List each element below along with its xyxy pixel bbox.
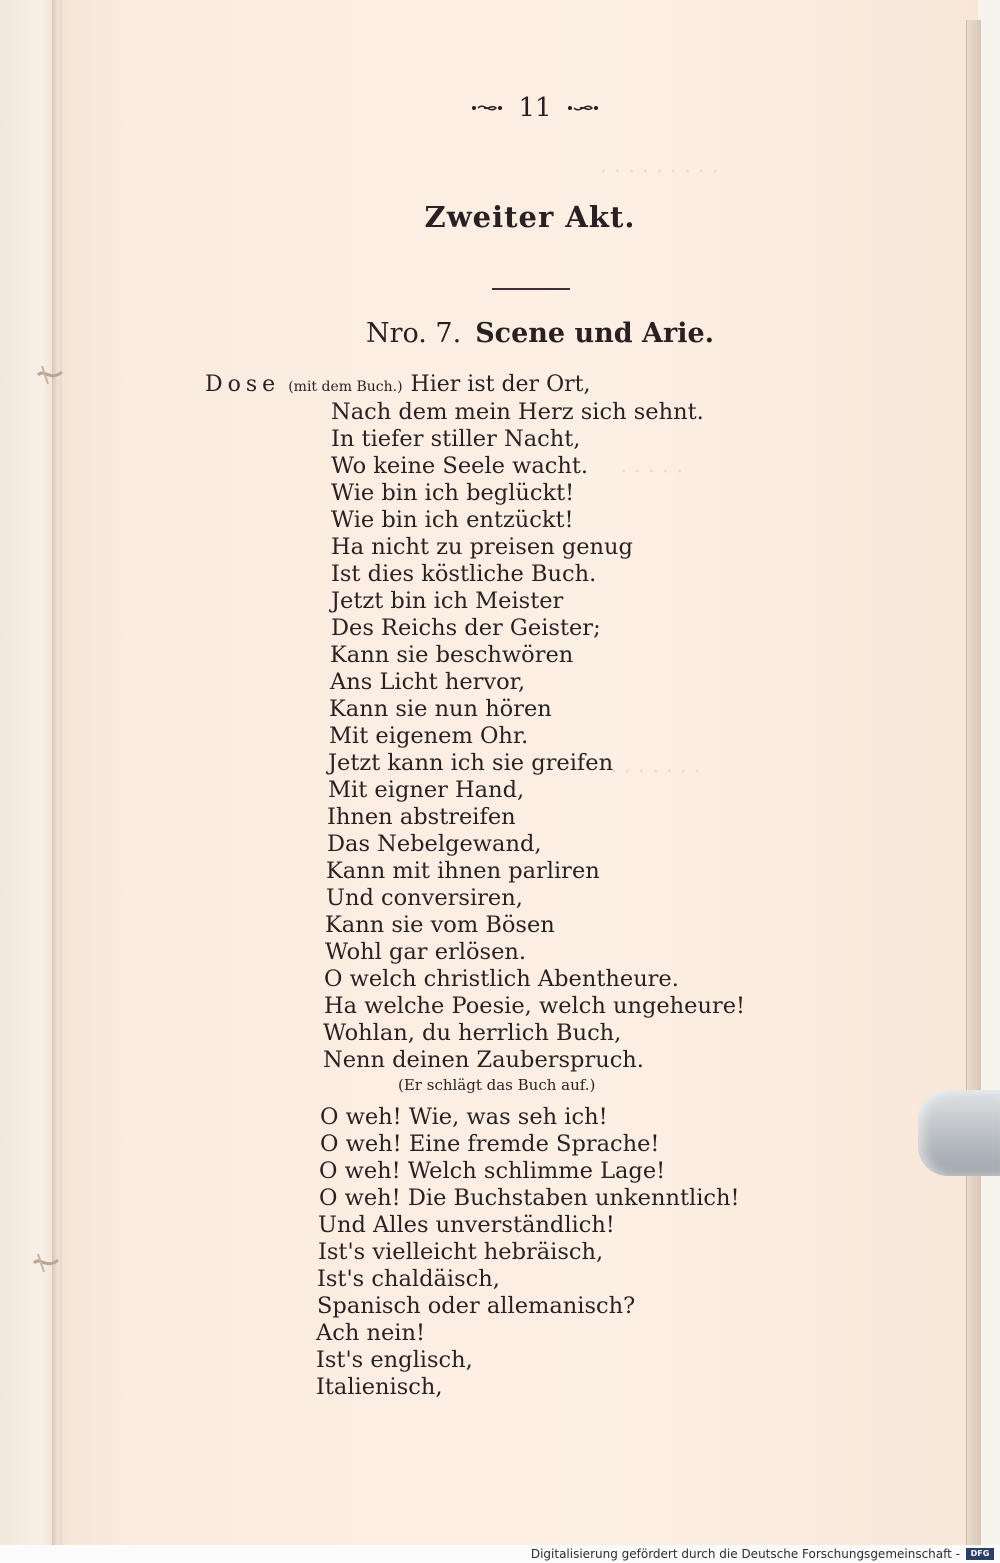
verse-line: Wohl gar erlösen. — [325, 939, 527, 965]
verse-line: Kann sie beschwören — [330, 642, 574, 668]
show-through-text: · · · · · — [620, 460, 683, 485]
verse-line: Ha nicht zu preisen genug — [331, 534, 633, 560]
right-ornament-icon — [566, 100, 600, 116]
speaker-name: Dose — [205, 372, 281, 397]
verse-line: O weh! Wie, was seh ich! — [320, 1104, 608, 1130]
verse-line: Nach dem mein Herz sich sehnt. — [331, 399, 704, 425]
verse-line: Jetzt bin ich Meister — [331, 588, 564, 614]
verse-line: Kann sie nun hören — [329, 696, 552, 722]
verse-line: Des Reichs der Geister; — [331, 615, 601, 641]
binding-stitch — [36, 362, 64, 388]
verse-line: Und Alles unverständlich! — [318, 1212, 615, 1238]
title-rule — [492, 288, 570, 290]
facing-page-edge — [0, 0, 60, 1545]
verse-line: Wie bin ich beglückt! — [331, 480, 575, 506]
verse-line: Ist dies köstliche Buch. — [331, 561, 597, 587]
verse-line: Nenn deinen Zauberspruch. — [323, 1047, 644, 1073]
left-ornament-icon — [470, 100, 504, 116]
funding-credit: Digitalisierung gefördert durch die Deutsche Forschungsgemeinschaft - — [530, 1547, 960, 1561]
verse-line: O welch christlich Abentheure. — [324, 966, 679, 992]
verse-line: O weh! Eine fremde Sprache! — [320, 1131, 660, 1157]
verse-line: Ach nein! — [316, 1320, 426, 1346]
page-header — [450, 90, 620, 126]
scene-title: Scene und Arie. — [475, 318, 715, 349]
verse-line: Wie bin ich entzückt! — [331, 507, 574, 533]
binding-stitch — [32, 1250, 60, 1276]
verse-line: Spanisch oder allemanisch? — [317, 1293, 636, 1319]
verse-line: Kann sie vom Bösen — [325, 912, 555, 938]
stage-direction: (Er schlägt das Buch auf.) — [398, 1076, 596, 1094]
verse-line: O weh! Die Buchstaben unkenntlich! — [319, 1185, 740, 1211]
verse-line: O weh! Welch schlimme Lage! — [319, 1158, 666, 1184]
act-title: Zweiter Akt. — [424, 200, 636, 234]
show-through-text: · · · · · · · — [610, 760, 701, 785]
verse-line: Wohlan, du herrlich Buch, — [323, 1020, 622, 1046]
verse-line: Mit eigenem Ohr. — [329, 723, 529, 749]
verse-line: Jetzt kann ich sie greifen — [328, 750, 614, 776]
section-heading — [300, 318, 780, 349]
verse-line: Italienisch, — [316, 1374, 443, 1400]
verse-line: Ist's chaldäisch, — [317, 1266, 500, 1292]
speaker-line — [205, 372, 590, 397]
verse-line: Ans Licht hervor, — [330, 669, 526, 695]
speaker-direction: (mit dem Buch.) — [288, 379, 403, 395]
page-stack-edge — [966, 20, 981, 1545]
verse-line: Mit eigner Hand, — [328, 777, 525, 803]
verse-line: Ist's englisch, — [316, 1347, 473, 1373]
verse-line: Und conversiren, — [326, 885, 523, 911]
verse-line: Ha welche Poesie, welch ungeheure! — [324, 993, 746, 1019]
dfg-logo: DFG — [966, 1548, 994, 1560]
number-label: Nro. 7. — [365, 318, 462, 349]
verse-line: Ist's vielleicht hebräisch, — [318, 1239, 604, 1265]
show-through-text: · · · · · · · · · — [600, 160, 719, 185]
verse-line: Kann mit ihnen parliren — [326, 858, 600, 884]
verse-line: In tiefer stiller Nacht, — [331, 426, 581, 452]
verse-line: Ihnen abstreifen — [327, 804, 516, 830]
first-verse: Hier ist der Ort, — [410, 372, 591, 397]
page-clip — [918, 1090, 1000, 1176]
verse-line: Wo keine Seele wacht. — [331, 453, 589, 479]
verse-line: Das Nebelgewand, — [327, 831, 542, 857]
page-number: 11 — [518, 93, 552, 123]
